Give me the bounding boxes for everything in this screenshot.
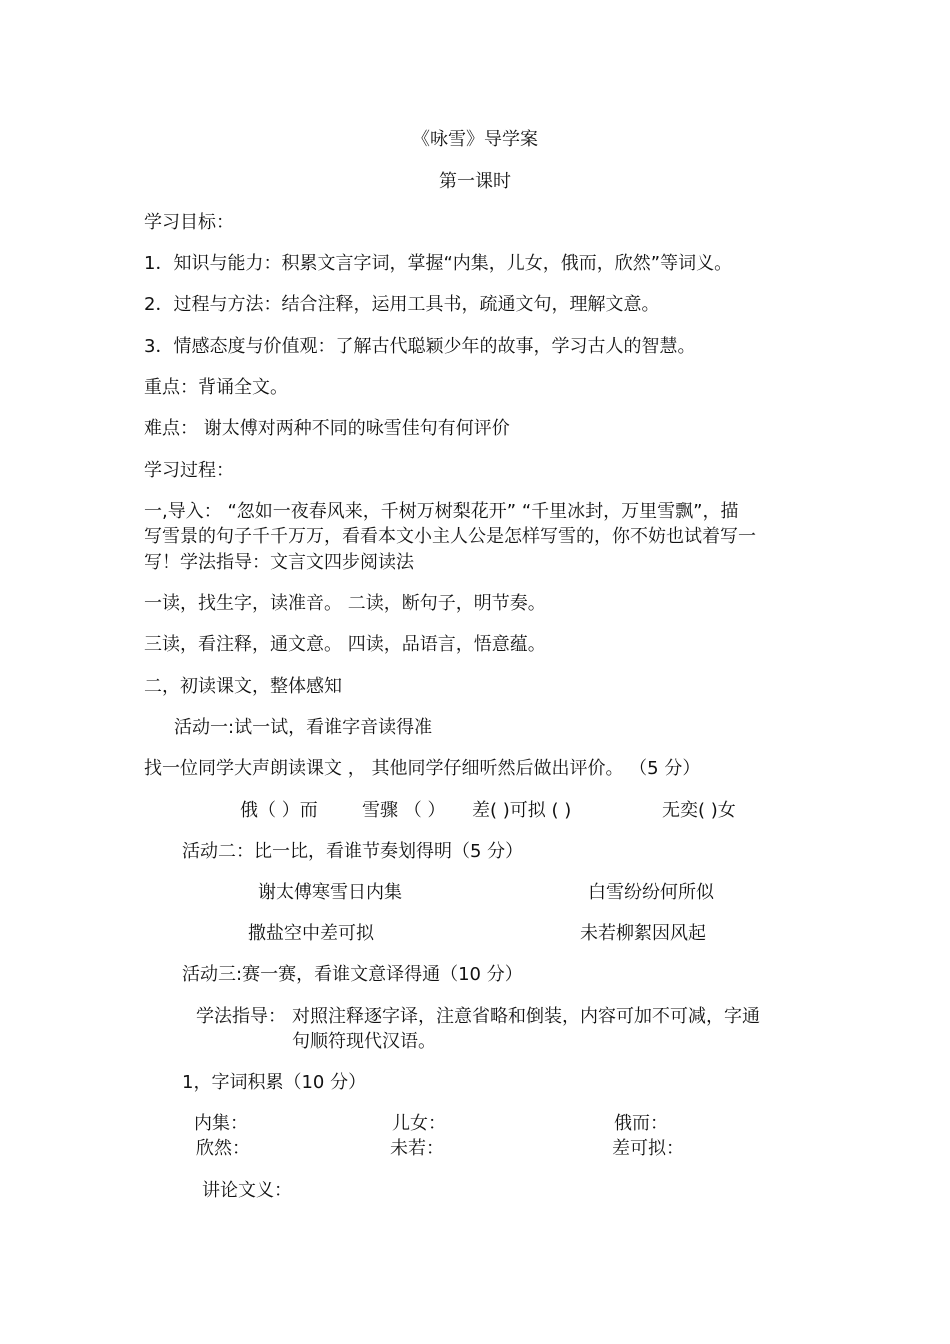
intro-line-1: 一,导入： “忽如一夜春风来，千树万树梨花开” “千里冰封，万里雪飘”，描 xyxy=(144,501,739,522)
key-point: 重点：背诵全文。 xyxy=(144,377,288,398)
difficulty: 难点： 谢太傅对两种不同的咏雪佳句有何评价 xyxy=(144,418,510,439)
method-line-2: 句顺符现代汉语。 xyxy=(292,1031,436,1052)
pronounce-item: 差( )可拟 ( ) xyxy=(472,800,572,821)
doc-title: 《咏雪》导学案 xyxy=(412,129,538,150)
intro-line-2: 写雪景的句子千千万万，看看本文小主人公是怎样写雪的，你不妨也试着写一 xyxy=(144,526,756,547)
activity-3-heading: 活动三:赛一赛，看谁文意译得通（10 分） xyxy=(182,964,523,985)
pronounce-item: 无奕( )女 xyxy=(662,800,736,821)
objectives-heading: 学习目标： xyxy=(144,212,234,233)
reading-steps-2: 三读，看注释，通文意。 四读，品语言，悟意蕴。 xyxy=(144,634,546,655)
section-2-heading: 二，初读课文，整体感知 xyxy=(144,676,342,697)
poem-line: 白雪纷纷何所似 xyxy=(588,882,714,903)
intro-line-3: 写！学法指导：文言文四步阅读法 xyxy=(144,552,414,573)
reading-steps-1: 一读，找生字，读准音。 二读，断句子，明节奏。 xyxy=(144,593,546,614)
activity-1-task: 找一位同学大声朗读课文 ， 其他同学仔细听然后做出评价。 （5 分） xyxy=(144,758,701,779)
discussion-prompt: 讲论文义： xyxy=(202,1180,292,1201)
objective-3: 3．情感态度与价值观：了解古代聪颖少年的故事，学习古人的智慧。 xyxy=(144,336,696,357)
objective-2: 2．过程与方法：结合注释，运用工具书，疏通文句，理解文意。 xyxy=(144,294,660,315)
activity-2-heading: 活动二：比一比，看谁节奏划得明（5 分） xyxy=(182,841,524,862)
poem-line: 未若柳絮因风起 xyxy=(580,923,706,944)
vocab-item: 未若： xyxy=(390,1138,444,1159)
activity-1-heading: 活动一:试一试，看谁字音读得准 xyxy=(174,717,433,738)
poem-line: 谢太傅寒雪日内集 xyxy=(258,882,402,903)
vocab-item: 内集： xyxy=(194,1113,248,1134)
pronounce-item: 雪骤 （ ） xyxy=(362,800,446,821)
method-line-1: 对照注释逐字译，注意省略和倒装，内容可加不可减，字通 xyxy=(292,1006,760,1027)
process-heading: 学习过程： xyxy=(144,460,234,481)
vocab-item: 儿女： xyxy=(392,1113,446,1134)
poem-line: 撒盐空中差可拟 xyxy=(248,923,374,944)
vocab-heading: 1，字词积累（10 分） xyxy=(182,1072,367,1093)
vocab-item: 差可拟： xyxy=(612,1138,684,1159)
doc-subtitle: 第一课时 xyxy=(439,171,511,192)
method-label: 学法指导： xyxy=(196,1006,286,1027)
vocab-item: 俄而： xyxy=(614,1113,668,1134)
objective-1: 1．知识与能力：积累文言字词，掌握“内集，儿女，俄而，欣然”等词义。 xyxy=(144,253,733,274)
vocab-item: 欣然： xyxy=(196,1138,250,1159)
pronounce-item: 俄（ ）而 xyxy=(240,800,318,821)
